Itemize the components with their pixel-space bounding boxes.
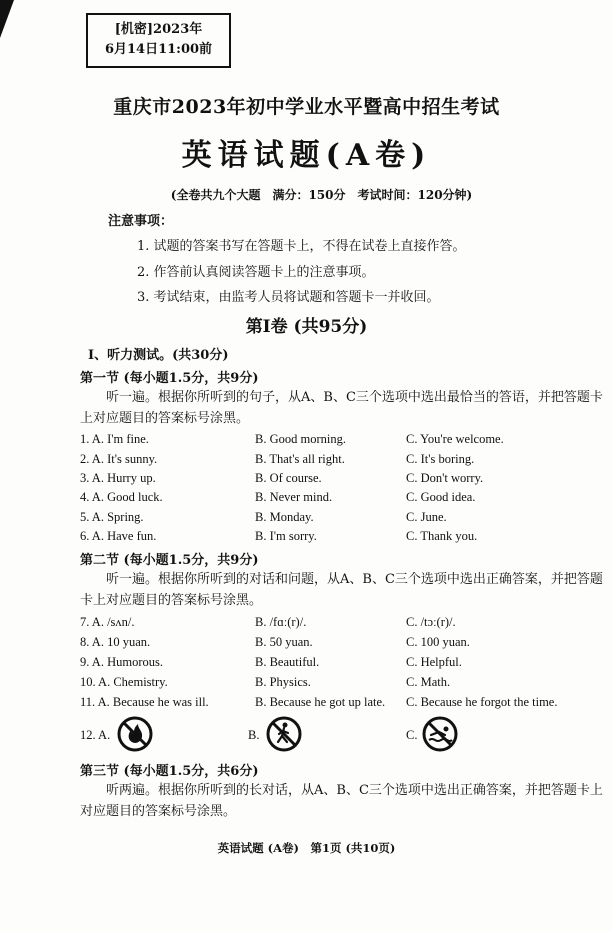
part-instruction: 听一遍。根据你所听到的对话和问题，从A、B、C三个选项中选出正确答案，并把答题卡上对应题目的答案标号涂黑。 <box>80 572 603 608</box>
section-heading: Ⅰ、听力测试。(共30分) <box>88 348 229 363</box>
exam-meta: (全卷共九个大题 满分：150分 考试时间：120分钟) <box>170 188 473 202</box>
question-option: C. Don't worry. <box>406 471 484 485</box>
notice-item: 3. 考试结束，由监考人员将试题和答题卡一并收回。 <box>137 290 440 305</box>
question-option: C. /tɔː(r)/. <box>406 615 456 629</box>
paper-title: 英语试题(A卷) <box>181 138 432 173</box>
no-fire-icon <box>116 715 154 757</box>
question-option: B. Never mind. <box>255 490 333 504</box>
notice-item: 1. 试题的答案书写在答题卡上，不得在试卷上直接作答。 <box>137 239 466 254</box>
question-option: 3. A. Hurry up. <box>80 471 156 485</box>
question-option: 7. A. /sʌn/. <box>80 615 135 629</box>
question-option: B. /fɑː(r)/. <box>255 615 307 629</box>
question-option: 5. A. Spring. <box>80 510 144 524</box>
part-heading: 第一节 (每小题1.5分，共9分) <box>80 371 259 386</box>
question-option: C. Good idea. <box>406 490 476 504</box>
question-option: C. It's boring. <box>406 452 475 466</box>
stamp-line-1: [机密]2023年 <box>114 22 203 37</box>
question-option: 11. A. Because he was ill. <box>80 695 209 709</box>
question-option: B. Physics. <box>255 675 311 689</box>
question-option: B. <box>248 728 260 742</box>
part-heading: 第二节 (每小题1.5分，共9分) <box>80 553 259 568</box>
question-option: 8. A. 10 yuan. <box>80 635 151 649</box>
question-option: C. 100 yuan. <box>406 635 470 649</box>
question-option: B. Because he got up late. <box>255 695 386 709</box>
question-option: B. That's all right. <box>255 452 345 466</box>
part-instruction: 听一遍。根据你所听到的句子，从A、B、C三个选项中选出最恰当的答语，并把答题卡上对应题目的答案标号涂黑。 <box>80 390 603 426</box>
question-option: B. Beautiful. <box>255 655 320 669</box>
question-option: B. Of course. <box>255 471 322 485</box>
question-option: C. June. <box>406 510 447 524</box>
question-option: C. Helpful. <box>406 655 462 669</box>
question-option: C. You're welcome. <box>406 432 504 446</box>
question-option: B. Monday. <box>255 510 314 524</box>
part-instruction: 听两遍。根据你所听到的长对话，从A、B、C三个选项中选出正确答案，并把答题卡上对应题目的答案标号涂黑。 <box>80 783 603 819</box>
confidential-stamp <box>86 13 231 68</box>
no-walking-icon <box>265 715 303 757</box>
notice-heading: 注意事项： <box>108 214 174 229</box>
question-option: C. Math. <box>406 675 451 689</box>
no-swimming-icon <box>421 715 459 757</box>
question-option: 10. A. Chemistry. <box>80 675 168 689</box>
question-option: C. Thank you. <box>406 529 478 543</box>
stamp-line-2: 6月14日11:00前 <box>104 42 213 57</box>
question-option: 9. A. Humorous. <box>80 655 163 669</box>
question-option: 2. A. It's sunny. <box>80 452 158 466</box>
question-option: 12. A. <box>80 728 111 742</box>
question-option: C. Because he forgot the time. <box>406 695 558 709</box>
exam-title: 重庆市2023年初中学业水平暨高中招生考试 <box>113 96 500 118</box>
corner-mark <box>0 0 14 38</box>
volume-title: 第Ⅰ卷 (共95分) <box>245 317 368 337</box>
question-option: 4. A. Good luck. <box>80 490 163 504</box>
page-footer: 英语试题 (A卷) 第1页 (共10页) <box>217 841 396 855</box>
question-option: 6. A. Have fun. <box>80 529 157 543</box>
question-option: B. Good morning. <box>255 432 346 446</box>
notice-item: 2. 作答前认真阅读答题卡上的注意事项。 <box>137 265 375 280</box>
part-heading: 第三节 (每小题1.5分，共6分) <box>80 764 259 779</box>
question-option: B. I'm sorry. <box>255 529 317 543</box>
question-option: 1. A. I'm fine. <box>80 432 149 446</box>
question-option: C. <box>406 728 418 742</box>
question-option: B. 50 yuan. <box>255 635 313 649</box>
